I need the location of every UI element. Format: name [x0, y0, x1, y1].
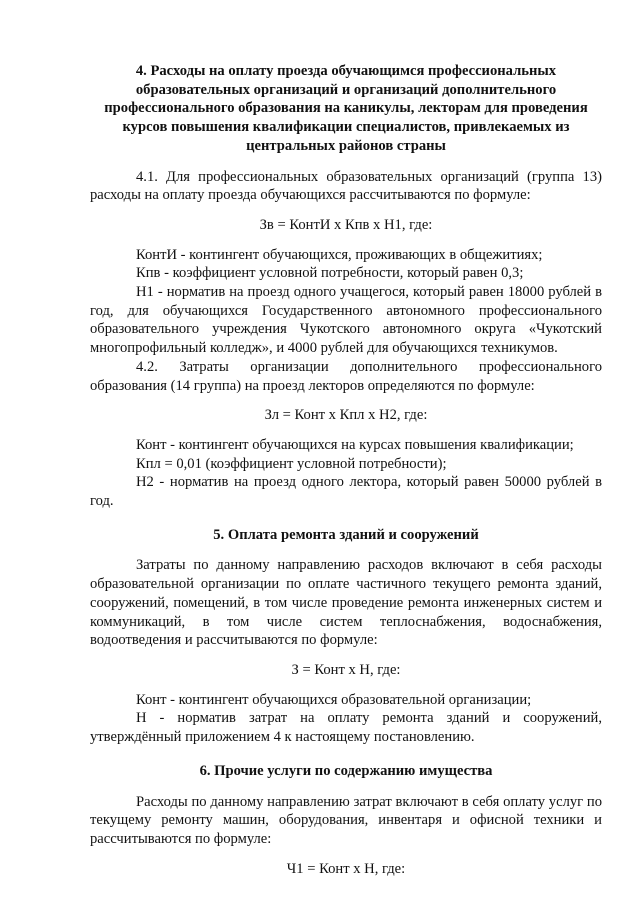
section-4-paragraph-1: 4.1. Для профессиональных образовательных организаций (группа 13) расходы на оплату проезда обучающихся рассчитываются по формуле:	[90, 168, 602, 204]
section-4-paragraph-2: 4.2. Затраты организации дополнительного профессионального образования (14 группа) на проезд лекторов определяются по формуле:	[90, 358, 602, 394]
definition-n-5: Н - норматив затрат на оплату ремонта зданий и сооружений, утверждённый приложением 4 к настоящему постановлению.	[90, 710, 602, 746]
definition-kpv: Кпв - коэффициент условной потребности, который равен 0,3;	[136, 265, 524, 282]
formula-ch1: Ч1 = Конт х Н, где:	[286, 860, 406, 877]
formula-z: З = Конт х Н, где:	[291, 661, 401, 678]
document-page	[90, 62, 602, 878]
definition-kont: Конт - контингент обучающихся на курсах повышения квалификации;	[136, 436, 574, 453]
definition-kontI: КонтИ - контингент обучающихся, проживающих в общежитиях;	[136, 246, 543, 263]
section-6-paragraph-1: Расходы по данному направлению затрат включают в себя оплату услуг по текущему ремонту машин, оборудования, инвентаря и офисной техники и рассчитываются по формуле:	[90, 793, 602, 847]
formula-zl: Зл = Конт х Кпл х Н2, где:	[264, 407, 428, 424]
formula-zv: Зв = КонтИ х Кпв х Н1, где:	[259, 216, 433, 233]
definition-n1: Н1 - норматив на проезд одного учащегося, который равен 18000 рублей в год, для обучающихся Государственного автономного профессионального образовательного учреждения Чукотского автономного округа «Чукотский многопрофильный колледж», и 4000 рублей для обучающихся техникумов.	[90, 284, 602, 357]
definition-kpl: Кпл = 0,01 (коэффициент условной потребности);	[136, 455, 447, 472]
section-6-title: 6. Прочие услуги по содержанию имущества	[199, 762, 493, 779]
definition-n2: Н2 - норматив на проезд одного лектора, который равен 50000 рублей в год.	[90, 474, 602, 510]
section-5-paragraph-1: Затраты по данному направлению расходов включают в себя расходы образовательной организации по оплате частичного текущего ремонта зданий, сооружений, помещений, в том числе проведение ремонта инженерных систем и коммуникаций, в том числе систем теплоснабжения, водоснабжения, водоотведения и рассчитываются по формуле:	[90, 557, 602, 649]
section-5-title: 5. Оплата ремонта зданий и сооружений	[213, 526, 479, 543]
definition-kont-5: Конт - контингент обучающихся образовательной организации;	[136, 691, 532, 708]
section-4-title: 4. Расходы на оплату проезда обучающимся профессиональных образовательных организаций и организаций дополнительного профессионального образования на каникулы, лекторам для проведения курсов повышения квалификации специалистов, привлекаемых из центральных районов страны	[104, 63, 588, 154]
